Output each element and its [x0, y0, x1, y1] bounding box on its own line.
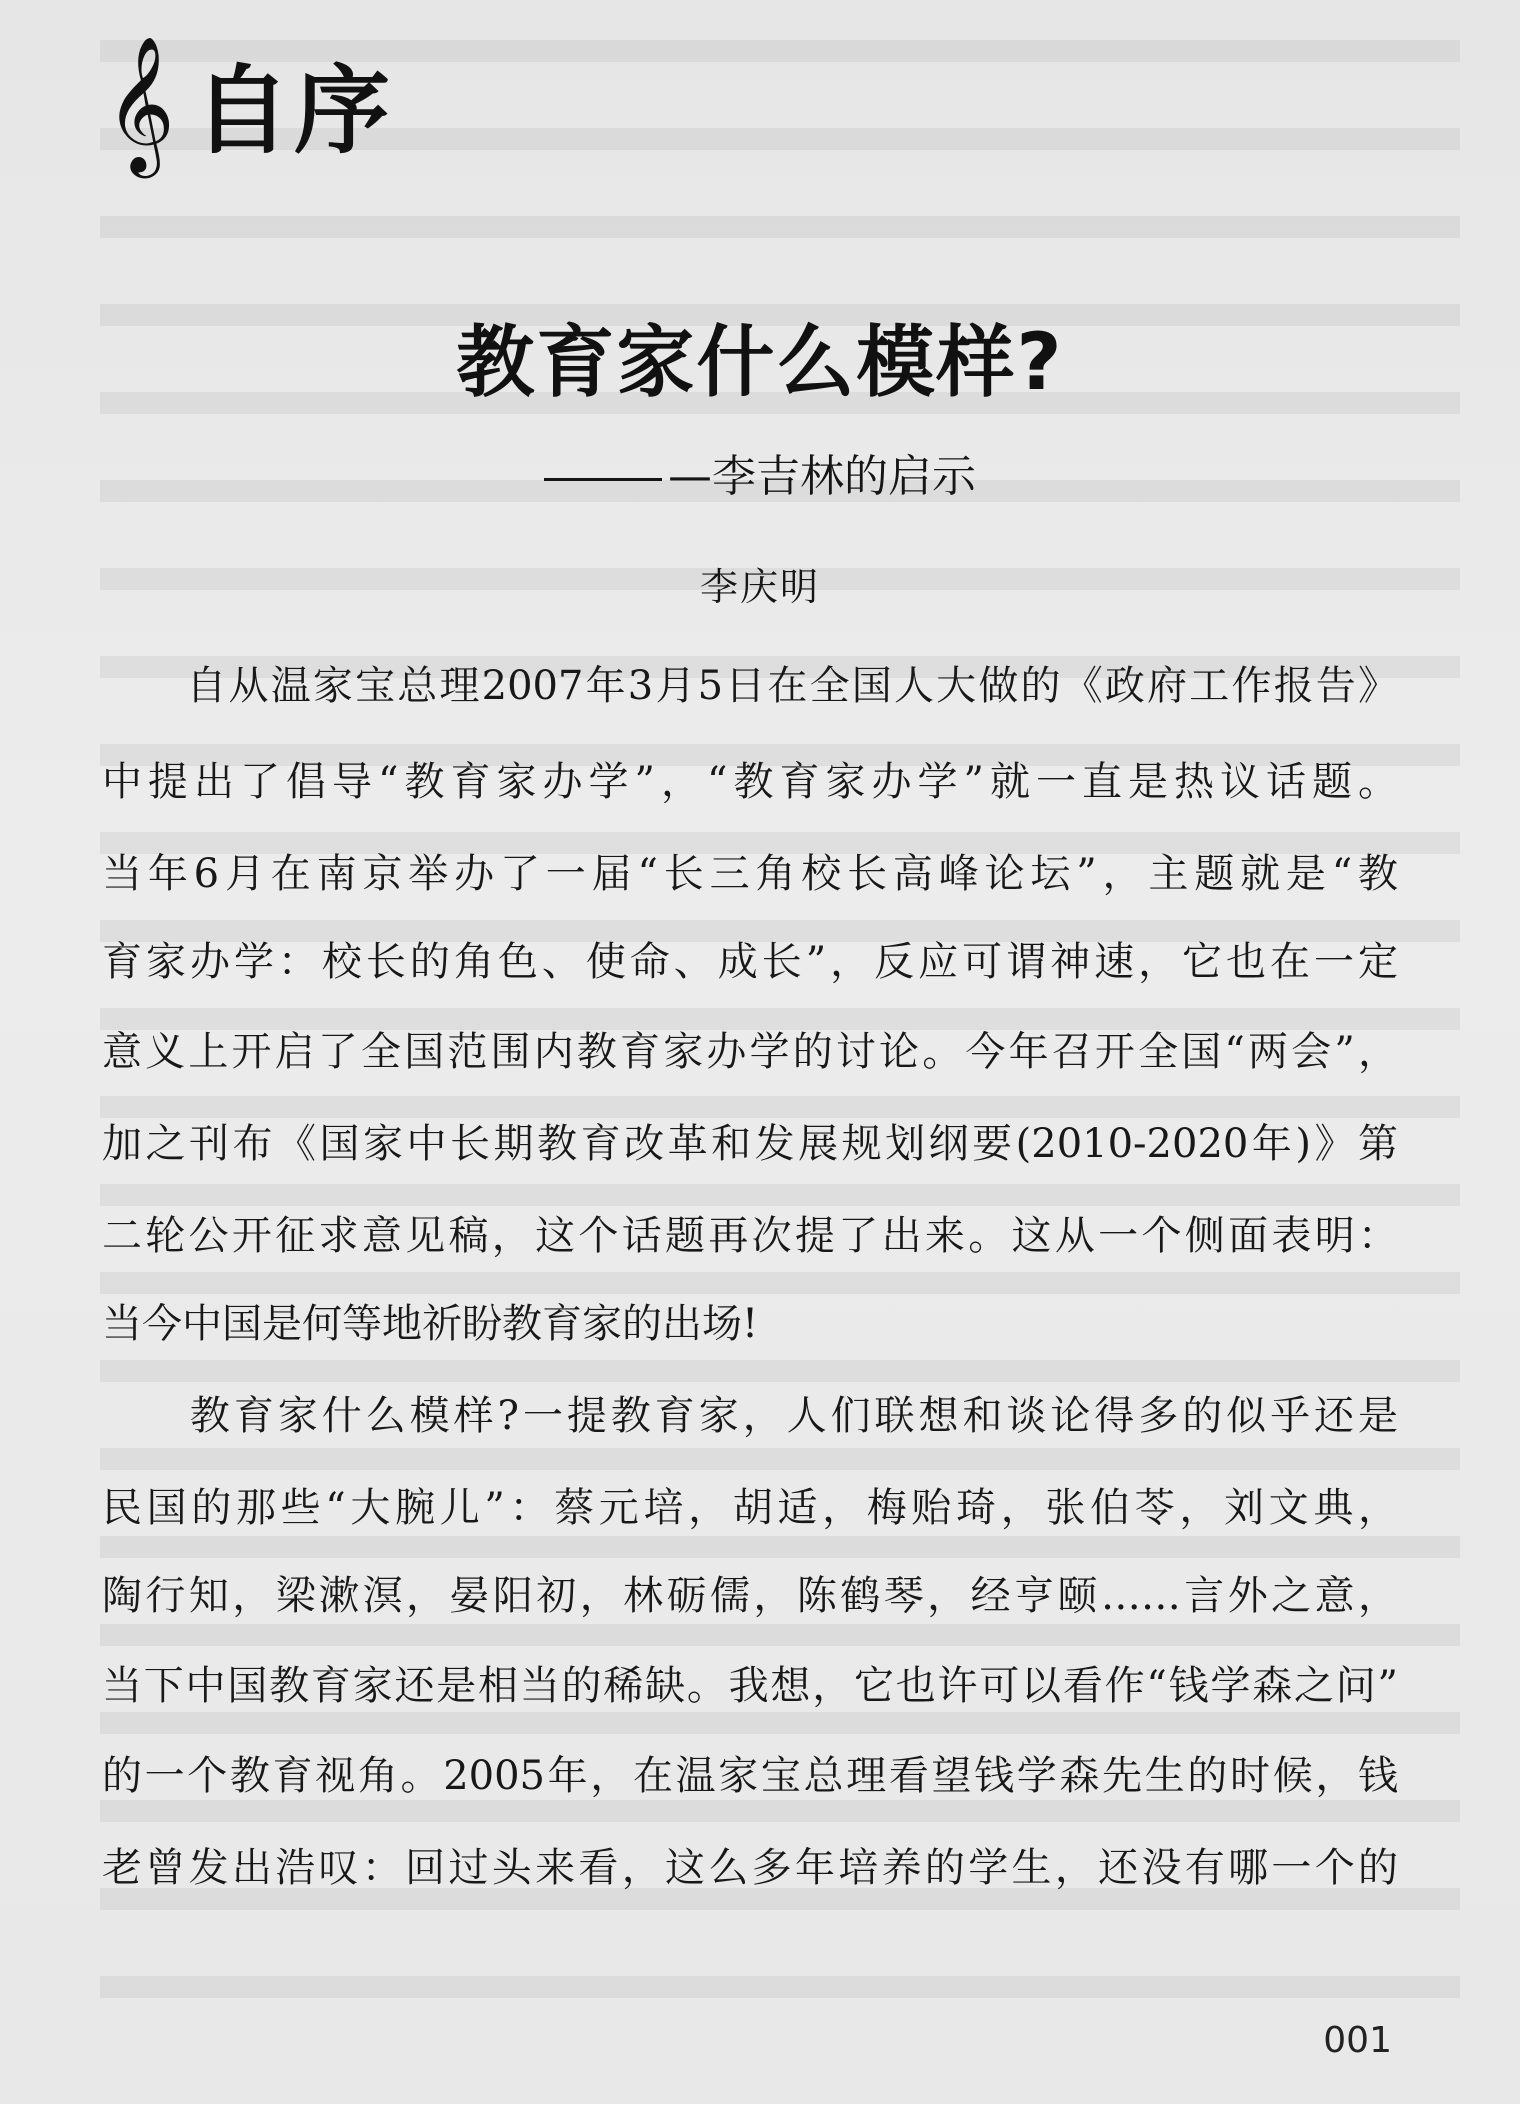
treble-clef-icon: 𝄞 — [105, 34, 175, 172]
body-line: 当下中国教育家还是相当的稀缺。我想，它也许可以看作“钱学森之问” — [102, 1663, 1398, 1709]
article-author: 李庆明 — [699, 565, 820, 609]
subtitle-text: —李吉林的启示 — [668, 451, 976, 502]
article-subtitle — [0, 440, 1520, 504]
body-line: 教育家什么模样?一提教育家，人们联想和谈论得多的似乎还是 — [102, 1393, 1398, 1439]
body-line: 育家办学：校长的角色、使命、成长”，反应可谓神速，它也在一定 — [102, 939, 1398, 985]
body-line: 民国的那些“大腕儿”：蔡元培，胡适，梅贻琦，张伯苓，刘文典， — [102, 1485, 1398, 1531]
body-line: 的一个教育视角。2005年，在温家宝总理看望钱学森先生的时候，钱 — [102, 1753, 1398, 1799]
page-number: 001 — [1323, 2020, 1392, 2061]
body-line: 老曾发出浩叹：回过头来看，这么多年培养的学生，还没有哪一个的 — [102, 1845, 1398, 1891]
section-title: 自序 — [194, 54, 394, 167]
body-line: 当今中国是何等地祈盼教育家的出场! — [102, 1301, 759, 1347]
body-line: 中提出了倡导“教育家办学”，“教育家办学”就一直是热议话题。 — [102, 759, 1398, 805]
body-line: 二轮公开征求意见稿，这个话题再次提了出来。这从一个侧面表明： — [102, 1213, 1398, 1259]
body-line: 陶行知，梁漱溟，晏阳初，林砺儒，陈鹤琴，经亨颐……言外之意， — [102, 1573, 1398, 1619]
article-title: 教育家什么模样? — [456, 318, 1064, 408]
body-line: 加之刊布《国家中长期教育改革和发展规划纲要(2010-2020年)》第 — [102, 1121, 1398, 1167]
body-line: 意义上开启了全国范围内教育家办学的讨论。今年召开全国“两会”， — [102, 1029, 1398, 1075]
section-header — [92, 28, 394, 178]
body-line: 自从温家宝总理2007年3月5日在全国人大做的《政府工作报告》 — [102, 663, 1398, 709]
body-line: 当年6月在南京举办了一届“长三角校长高峰论坛”，主题就是“教 — [102, 851, 1398, 897]
subtitle-dash — [544, 478, 662, 481]
